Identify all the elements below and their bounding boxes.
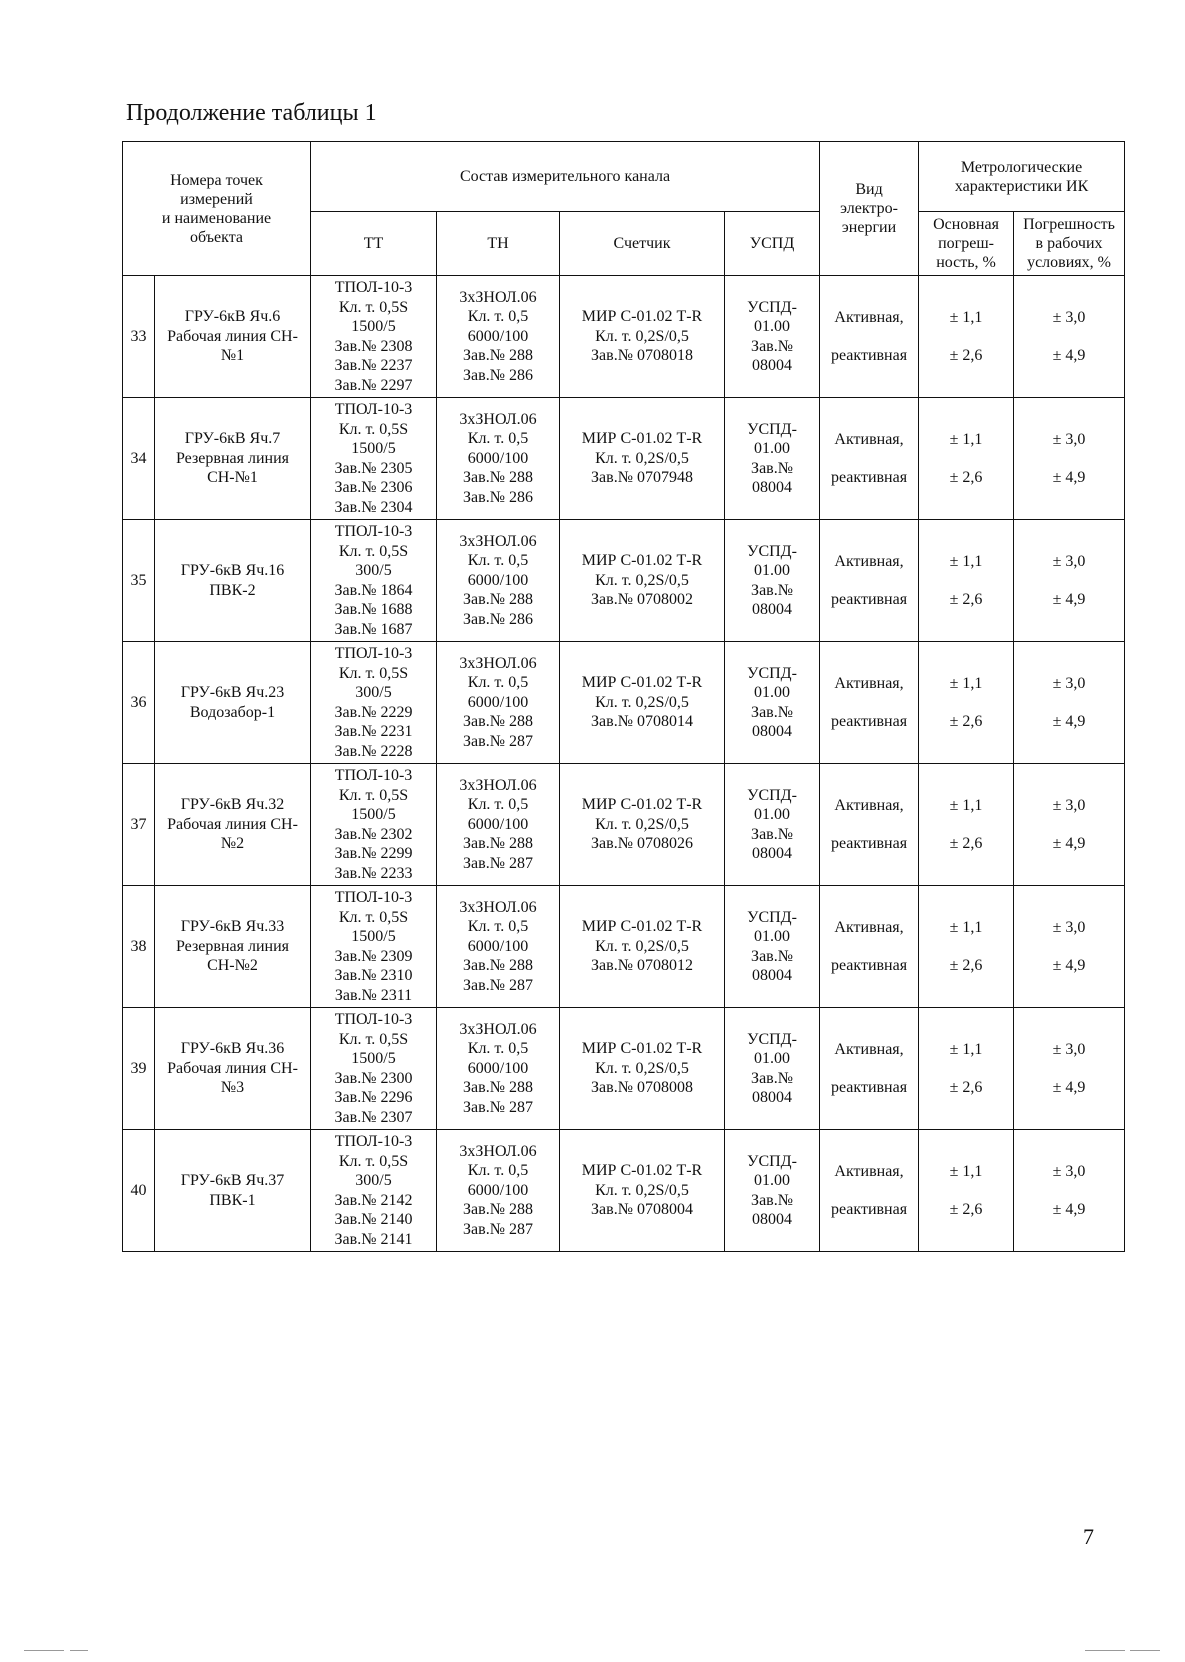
basic-error-cell: ± 1,1 ± 2,6 xyxy=(919,398,1014,520)
table-header xyxy=(123,142,1125,276)
working-error-cell: ± 3,0 ± 4,9 xyxy=(1014,398,1125,520)
scan-mark xyxy=(70,1650,88,1651)
meter-cell: МИР С-01.02 Т-R Кл. т. 0,2S/0,5 Зав.№ 0708004 xyxy=(560,1130,725,1252)
working-error-cell: ± 3,0 ± 4,9 xyxy=(1014,642,1125,764)
table-body xyxy=(123,276,1125,1252)
header-composition: Состав измерительного канала xyxy=(311,142,820,212)
basic-error-cell: ± 1,1 ± 2,6 xyxy=(919,276,1014,398)
point-number-cell: 34 xyxy=(123,398,155,520)
uspd-cell: УСПД- 01.00 Зав.№ 08004 xyxy=(725,1130,820,1252)
header-tt: ТТ xyxy=(311,212,437,276)
header-uspd: УСПД xyxy=(725,212,820,276)
point-number-cell: 36 xyxy=(123,642,155,764)
header-metrology: Метрологические характеристики ИК xyxy=(919,142,1125,212)
voltage-transformer-cell: 3хЗНОЛ.06 Кл. т. 0,5 6000/100 Зав.№ 288 Зав.№ 286 xyxy=(437,398,560,520)
uspd-cell: УСПД- 01.00 Зав.№ 08004 xyxy=(725,642,820,764)
uspd-cell: УСПД- 01.00 Зав.№ 08004 xyxy=(725,1008,820,1130)
energy-type-cell: Активная, реактивная xyxy=(820,886,919,1008)
object-name-cell: ГРУ-6кВ Яч.23 Водозабор-1 xyxy=(155,642,311,764)
header-points: Номера точек измерений и наименование объекта xyxy=(123,142,311,276)
table-row xyxy=(123,764,1125,886)
current-transformer-cell: ТПОЛ-10-3 Кл. т. 0,5S 1500/5 Зав.№ 2300 Зав.№ 2296 Зав.№ 2307 xyxy=(311,1008,437,1130)
voltage-transformer-cell: 3хЗНОЛ.06 Кл. т. 0,5 6000/100 Зав.№ 288 Зав.№ 287 xyxy=(437,764,560,886)
header-meter: Счетчик xyxy=(560,212,725,276)
table-row xyxy=(123,520,1125,642)
scan-mark xyxy=(1085,1650,1125,1651)
basic-error-cell: ± 1,1 ± 2,6 xyxy=(919,1130,1014,1252)
voltage-transformer-cell: 3хЗНОЛ.06 Кл. т. 0,5 6000/100 Зав.№ 288 Зав.№ 286 xyxy=(437,520,560,642)
basic-error-cell: ± 1,1 ± 2,6 xyxy=(919,764,1014,886)
object-name-cell: ГРУ-6кВ Яч.32 Рабочая линия СН- №2 xyxy=(155,764,311,886)
energy-type-cell: Активная, реактивная xyxy=(820,276,919,398)
table-row xyxy=(123,1130,1125,1252)
current-transformer-cell: ТПОЛ-10-3 Кл. т. 0,5S 1500/5 Зав.№ 2305 Зав.№ 2306 Зав.№ 2304 xyxy=(311,398,437,520)
meter-cell: МИР С-01.02 Т-R Кл. т. 0,2S/0,5 Зав.№ 0708008 xyxy=(560,1008,725,1130)
uspd-cell: УСПД- 01.00 Зав.№ 08004 xyxy=(725,886,820,1008)
basic-error-cell: ± 1,1 ± 2,6 xyxy=(919,642,1014,764)
energy-type-cell: Активная, реактивная xyxy=(820,1008,919,1130)
voltage-transformer-cell: 3хЗНОЛ.06 Кл. т. 0,5 6000/100 Зав.№ 288 Зав.№ 287 xyxy=(437,1008,560,1130)
page-number: 7 xyxy=(1083,1524,1094,1549)
scan-mark xyxy=(24,1650,64,1651)
meter-cell: МИР С-01.02 Т-R Кл. т. 0,2S/0,5 Зав.№ 0708012 xyxy=(560,886,725,1008)
object-name-cell: ГРУ-6кВ Яч.37 ПВК-1 xyxy=(155,1130,311,1252)
meter-cell: МИР С-01.02 Т-R Кл. т. 0,2S/0,5 Зав.№ 0708026 xyxy=(560,764,725,886)
uspd-cell: УСПД- 01.00 Зав.№ 08004 xyxy=(725,276,820,398)
basic-error-cell: ± 1,1 ± 2,6 xyxy=(919,886,1014,1008)
point-number-cell: 39 xyxy=(123,1008,155,1130)
table-caption: Продолжение таблицы 1 xyxy=(126,100,377,126)
table-row xyxy=(123,1008,1125,1130)
table-row xyxy=(123,886,1125,1008)
voltage-transformer-cell: 3хЗНОЛ.06 Кл. т. 0,5 6000/100 Зав.№ 288 Зав.№ 287 xyxy=(437,886,560,1008)
working-error-cell: ± 3,0 ± 4,9 xyxy=(1014,1130,1125,1252)
point-number-cell: 38 xyxy=(123,886,155,1008)
voltage-transformer-cell: 3хЗНОЛ.06 Кл. т. 0,5 6000/100 Зав.№ 288 Зав.№ 287 xyxy=(437,1130,560,1252)
object-name-cell: ГРУ-6кВ Яч.7 Резервная линия СН-№1 xyxy=(155,398,311,520)
point-number-cell: 40 xyxy=(123,1130,155,1252)
scan-edge-marks xyxy=(0,1650,1185,1652)
point-number-cell: 35 xyxy=(123,520,155,642)
current-transformer-cell: ТПОЛ-10-3 Кл. т. 0,5S 300/5 Зав.№ 2142 Зав.№ 2140 Зав.№ 2141 xyxy=(311,1130,437,1252)
current-transformer-cell: ТПОЛ-10-3 Кл. т. 0,5S 300/5 Зав.№ 2229 Зав.№ 2231 Зав.№ 2228 xyxy=(311,642,437,764)
header-energy-type: Вид электро- энергии xyxy=(820,142,919,276)
point-number-cell: 37 xyxy=(123,764,155,886)
table-row xyxy=(123,276,1125,398)
energy-type-cell: Активная, реактивная xyxy=(820,398,919,520)
uspd-cell: УСПД- 01.00 Зав.№ 08004 xyxy=(725,764,820,886)
current-transformer-cell: ТПОЛ-10-3 Кл. т. 0,5S 300/5 Зав.№ 1864 Зав.№ 1688 Зав.№ 1687 xyxy=(311,520,437,642)
measurement-channels-table xyxy=(122,141,1125,1252)
table-row xyxy=(123,642,1125,764)
point-number-cell: 33 xyxy=(123,276,155,398)
object-name-cell: ГРУ-6кВ Яч.33 Резервная линия СН-№2 xyxy=(155,886,311,1008)
current-transformer-cell: ТПОЛ-10-3 Кл. т. 0,5S 1500/5 Зав.№ 2302 Зав.№ 2299 Зав.№ 2233 xyxy=(311,764,437,886)
working-error-cell: ± 3,0 ± 4,9 xyxy=(1014,1008,1125,1130)
uspd-cell: УСПД- 01.00 Зав.№ 08004 xyxy=(725,398,820,520)
current-transformer-cell: ТПОЛ-10-3 Кл. т. 0,5S 1500/5 Зав.№ 2309 Зав.№ 2310 Зав.№ 2311 xyxy=(311,886,437,1008)
working-error-cell: ± 3,0 ± 4,9 xyxy=(1014,276,1125,398)
object-name-cell: ГРУ-6кВ Яч.36 Рабочая линия СН- №3 xyxy=(155,1008,311,1130)
voltage-transformer-cell: 3хЗНОЛ.06 Кл. т. 0,5 6000/100 Зав.№ 288 Зав.№ 286 xyxy=(437,276,560,398)
meter-cell: МИР С-01.02 Т-R Кл. т. 0,2S/0,5 Зав.№ 0708018 xyxy=(560,276,725,398)
energy-type-cell: Активная, реактивная xyxy=(820,764,919,886)
energy-type-cell: Активная, реактивная xyxy=(820,520,919,642)
meter-cell: МИР С-01.02 Т-R Кл. т. 0,2S/0,5 Зав.№ 0708014 xyxy=(560,642,725,764)
object-name-cell: ГРУ-6кВ Яч.6 Рабочая линия СН- №1 xyxy=(155,276,311,398)
header-tn: ТН xyxy=(437,212,560,276)
header-basic-error: Основная погреш- ность, % xyxy=(919,212,1014,276)
header-working-error: Погрешность в рабочих условиях, % xyxy=(1014,212,1125,276)
voltage-transformer-cell: 3хЗНОЛ.06 Кл. т. 0,5 6000/100 Зав.№ 288 Зав.№ 287 xyxy=(437,642,560,764)
energy-type-cell: Активная, реактивная xyxy=(820,642,919,764)
object-name-cell: ГРУ-6кВ Яч.16 ПВК-2 xyxy=(155,520,311,642)
current-transformer-cell: ТПОЛ-10-3 Кл. т. 0,5S 1500/5 Зав.№ 2308 Зав.№ 2237 Зав.№ 2297 xyxy=(311,276,437,398)
working-error-cell: ± 3,0 ± 4,9 xyxy=(1014,520,1125,642)
working-error-cell: ± 3,0 ± 4,9 xyxy=(1014,886,1125,1008)
energy-type-cell: Активная, реактивная xyxy=(820,1130,919,1252)
measurement-table-container xyxy=(122,141,1124,1252)
basic-error-cell: ± 1,1 ± 2,6 xyxy=(919,1008,1014,1130)
scan-mark xyxy=(1130,1650,1160,1651)
basic-error-cell: ± 1,1 ± 2,6 xyxy=(919,520,1014,642)
uspd-cell: УСПД- 01.00 Зав.№ 08004 xyxy=(725,520,820,642)
meter-cell: МИР С-01.02 Т-R Кл. т. 0,2S/0,5 Зав.№ 0707948 xyxy=(560,398,725,520)
working-error-cell: ± 3,0 ± 4,9 xyxy=(1014,764,1125,886)
table-row xyxy=(123,398,1125,520)
meter-cell: МИР С-01.02 Т-R Кл. т. 0,2S/0,5 Зав.№ 0708002 xyxy=(560,520,725,642)
